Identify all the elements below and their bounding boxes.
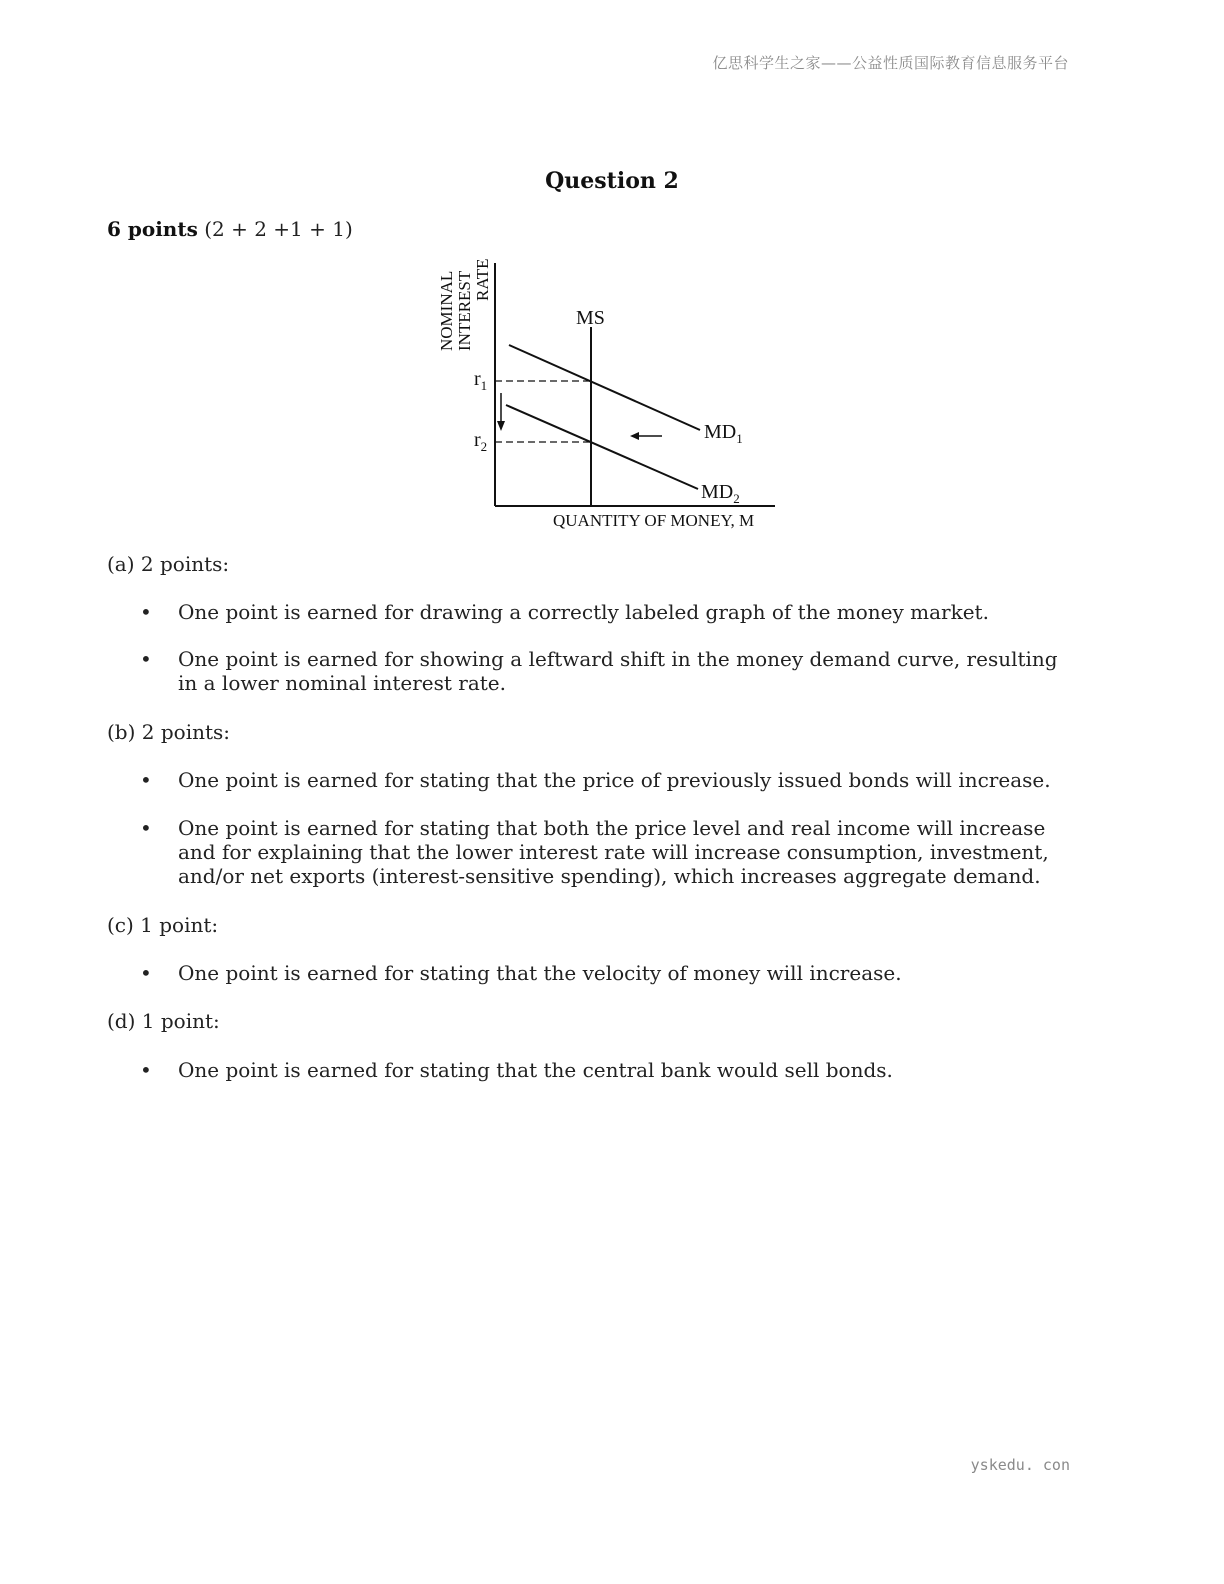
section-b-label: (b) 2 points: bbox=[107, 720, 231, 744]
bullet-icon: • bbox=[140, 647, 152, 671]
header-watermark: 亿思科学生之家——公益性质国际教育信息服务平台 bbox=[712, 54, 1069, 72]
ms-label: MS bbox=[576, 307, 605, 329]
md1-label: $MD_1$ bbox=[704, 421, 743, 446]
left-arrowhead-icon bbox=[630, 432, 639, 440]
section-a-label: (a) 2 points: bbox=[107, 552, 230, 576]
r2-label: $r_2$ bbox=[474, 429, 488, 454]
section-c-bullet-1: One point is earned for stating that the velocity of money will increase. bbox=[178, 961, 902, 985]
bullet-icon: • bbox=[140, 1058, 152, 1082]
down-arrowhead-icon bbox=[497, 421, 505, 431]
bullet-icon: • bbox=[140, 768, 152, 792]
y-axis-label-line2: INTEREST bbox=[455, 270, 474, 351]
r1-label: $r_1$ bbox=[474, 368, 488, 393]
section-b-bullet-1: One point is earned for stating that the price of previously issued bonds will increase. bbox=[178, 768, 1051, 792]
section-d-bullet-1: One point is earned for stating that the central bank would sell bonds. bbox=[178, 1058, 893, 1082]
bullet-icon: • bbox=[140, 600, 152, 624]
md2-curve bbox=[506, 405, 698, 489]
money-market-graph bbox=[430, 255, 790, 535]
section-c-label: (c) 1 point: bbox=[107, 913, 219, 937]
bullet-icon: • bbox=[140, 816, 152, 840]
points-total: 6 points bbox=[107, 217, 198, 241]
y-axis-label-line3: RATE bbox=[473, 258, 492, 301]
y-axis-label-line1: NOMINAL bbox=[437, 270, 456, 351]
md2-label: $MD_2$ bbox=[701, 481, 740, 506]
section-d-label: (d) 1 point: bbox=[107, 1009, 220, 1033]
question-title: Question 2 bbox=[545, 168, 679, 194]
section-a-bullet-1: One point is earned for drawing a correctly labeled graph of the money market. bbox=[178, 600, 989, 624]
md1-curve bbox=[509, 345, 700, 430]
footer-watermark: yskedu. con bbox=[970, 1456, 1070, 1474]
points-breakdown: (2 + 2 +1 + 1) bbox=[197, 217, 353, 241]
bullet-icon: • bbox=[140, 961, 152, 985]
points-line bbox=[107, 217, 353, 241]
section-a-bullet-2: One point is earned for showing a leftward shift in the money demand curve, resulting in a lower nominal interest rate. bbox=[178, 647, 1058, 695]
section-b-bullet-2: One point is earned for stating that both the price level and real income will increase and for explaining that the lower interest rate will increase consumption, investment, and/or net exports (interest-sensitive spending), which increases aggregate demand. bbox=[178, 816, 1049, 888]
x-axis-label: QUANTITY OF MONEY, M bbox=[553, 511, 755, 530]
y-axis-label bbox=[437, 259, 492, 352]
